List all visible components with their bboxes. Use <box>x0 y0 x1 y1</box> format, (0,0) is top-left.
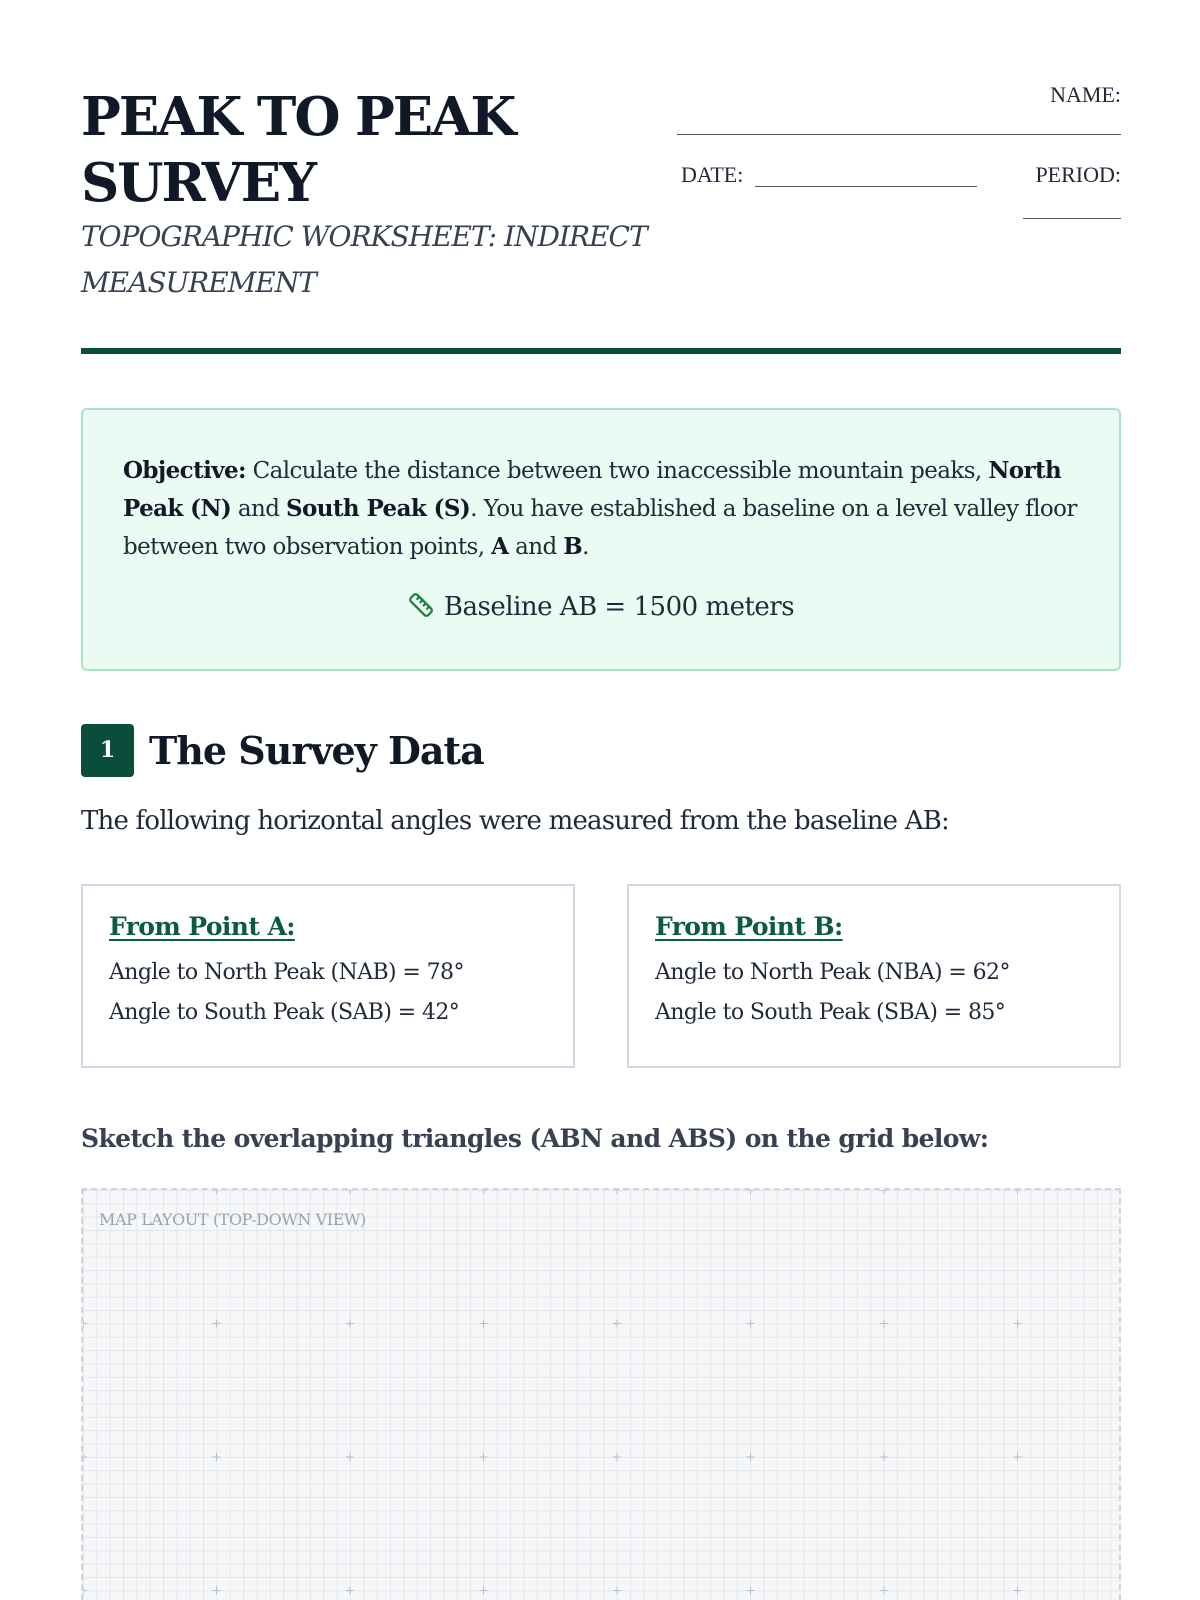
north-peak-term: North Peak (N) <box>123 457 1062 522</box>
grid-label: MAP LAYOUT (TOP-DOWN VIEW) <box>99 1210 366 1229</box>
grid-crosshair <box>747 1190 755 1194</box>
point-b-term: B <box>563 533 583 560</box>
grid-crosshair <box>1014 1453 1022 1461</box>
grid-crosshair <box>83 1320 87 1328</box>
point-a-term: A <box>491 533 509 560</box>
grid-crosshair <box>213 1190 221 1194</box>
grid-crosshair <box>480 1453 488 1461</box>
objective-label: Objective: <box>123 457 246 484</box>
objective-box <box>81 408 1121 671</box>
page-title: PEAK TO PEAK SURVEY <box>81 86 515 214</box>
grid-crosshair <box>346 1587 354 1595</box>
point-b-heading: From Point B: <box>655 912 843 941</box>
grid-crosshair <box>213 1453 221 1461</box>
grid-crosshair <box>213 1587 221 1595</box>
grid-crosshair <box>346 1190 354 1194</box>
period-field[interactable] <box>1023 218 1121 219</box>
grid-crosshair <box>346 1453 354 1461</box>
grid-crosshair <box>613 1453 621 1461</box>
ruler-icon <box>408 592 434 625</box>
grid-crosshair <box>880 1320 888 1328</box>
date-label: DATE: <box>681 162 744 187</box>
point-a-card <box>81 884 575 1068</box>
angle-sba: Angle to South Peak (SBA) = 85° <box>655 1000 1006 1025</box>
grid-crosshair <box>613 1190 621 1194</box>
grid-crosshair <box>747 1453 755 1461</box>
grid-crosshair <box>880 1190 888 1194</box>
grid-crosshair <box>213 1320 221 1328</box>
grid-crosshairs <box>83 1190 1121 1600</box>
section-intro: The following horizontal angles were measured from the baseline AB: <box>81 806 949 836</box>
name-field[interactable] <box>677 134 1121 135</box>
point-a-heading: From Point A: <box>109 912 295 941</box>
south-peak-term: South Peak (S) <box>286 495 471 522</box>
grid-crosshair <box>613 1587 621 1595</box>
date-period-row <box>681 162 1121 192</box>
worksheet-header <box>81 78 1121 348</box>
objective-text: Objective: Calculate the distance between two inaccessible mountain peaks, North Peak (N) and South Peak (S). You have established a baseline on a level valley floor between two observation points, A and B. <box>123 457 1077 560</box>
angle-sab: Angle to South Peak (SAB) = 42° <box>109 1000 460 1025</box>
grid-crosshair <box>747 1320 755 1328</box>
grid-crosshair <box>480 1190 488 1194</box>
grid-crosshair <box>1014 1320 1022 1328</box>
grid-crosshair <box>83 1587 87 1595</box>
section-number-badge: 1 <box>81 724 134 777</box>
grid-crosshair <box>83 1453 87 1461</box>
date-field[interactable] <box>755 186 977 187</box>
baseline-statement <box>83 592 1119 625</box>
grid-crosshair <box>346 1320 354 1328</box>
period-label: PERIOD: <box>1035 162 1121 187</box>
header-divider <box>81 348 1121 354</box>
grid-crosshair <box>880 1587 888 1595</box>
grid-crosshair <box>613 1320 621 1328</box>
name-label: NAME: <box>1050 82 1121 107</box>
grid-crosshair <box>1014 1190 1022 1194</box>
grid-crosshair <box>83 1190 87 1194</box>
sketch-grid[interactable] <box>81 1188 1121 1600</box>
grid-crosshair <box>880 1453 888 1461</box>
grid-crosshair <box>480 1320 488 1328</box>
grid-crosshair <box>1014 1587 1022 1595</box>
section-title: The Survey Data <box>149 728 484 773</box>
sketch-prompt: Sketch the overlapping triangles (ABN and ABS) on the grid below: <box>81 1124 989 1153</box>
baseline-text: Baseline AB = 1500 meters <box>443 592 795 622</box>
angle-nab: Angle to North Peak (NAB) = 78° <box>109 960 464 985</box>
page-subtitle: TOPOGRAPHIC WORKSHEET: INDIRECT MEASUREMENT <box>81 220 647 299</box>
grid-crosshair <box>480 1587 488 1595</box>
grid-crosshair <box>747 1587 755 1595</box>
angle-nba: Angle to North Peak (NBA) = 62° <box>655 960 1010 985</box>
point-b-card <box>627 884 1121 1068</box>
